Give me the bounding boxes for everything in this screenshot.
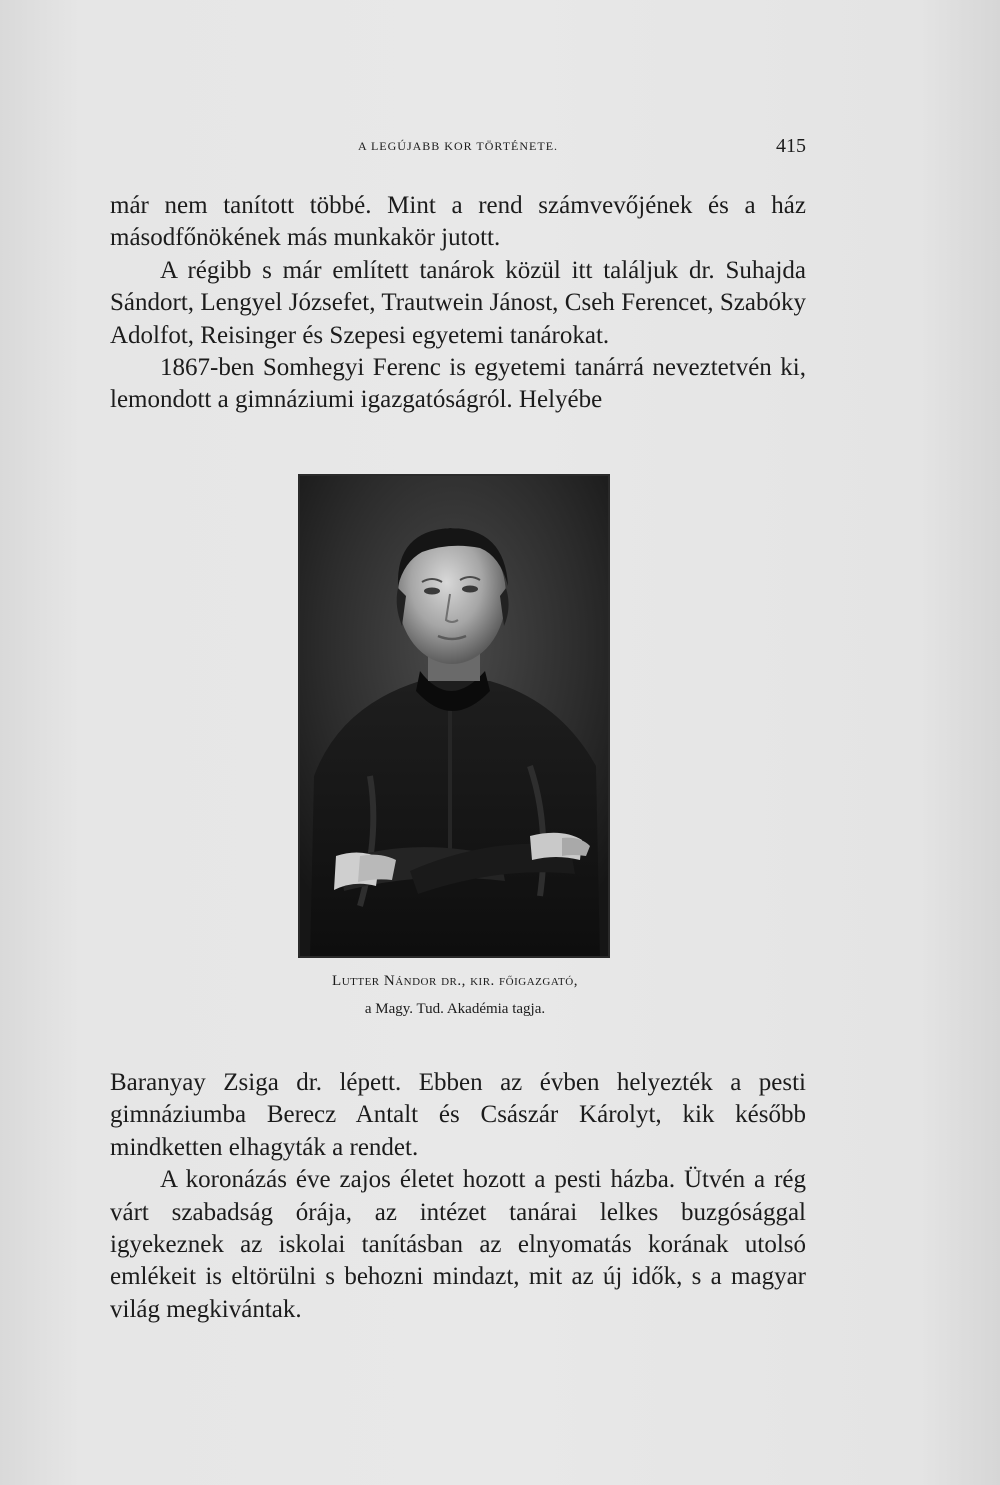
paragraph: A régibb s már említett tanárok közül itt találjuk dr. Suhajda Sándort, Lengyel Józsefet, Trautwein Jánost, Cseh Ferencet, Szabóky Adolfot, Reisinger és Szepesi egyetemi tanárokat. (110, 256, 806, 349)
paragraph: A koronázás éve zajos életet hozott a pesti házba. Ütvén a rég várt szabadság órája, az intézet tanárai lelkes buzgósággal igyekeznek az iskolai tanításban az elnyomatás korának utolsó emlékeit is eltörülni s behozni mindazt, mit az új idők, s a magyar világ megkivántak. (110, 1166, 806, 1323)
running-title: A LEGÚJABB KOR TÖRTÉNETE. (357, 139, 559, 153)
portrait-photo (298, 474, 610, 958)
figure-caption-subline: a Magy. Tud. Akadémia tagja. (364, 1001, 546, 1017)
portrait-illustration (300, 476, 608, 956)
paragraph: Baranyay Zsiga dr. lépett. Ebben az évben helyezték a pesti gimnáziumba Berecz Antalt és Császár Károlyt, kik később mindketten elhagyták a rendet. (110, 1069, 806, 1161)
paragraph: már nem tanított többé. Mint a rend számvevőjének és a ház másodfőnökének más munkakör jutott. (110, 192, 806, 252)
body-text-bottom (110, 1067, 806, 1326)
paragraph: 1867-ben Somhegyi Ferenc is egyetemi tanárrá neveztetvén ki, lemondott a gimnáziumi igazgatóságról. Helyébe (110, 354, 806, 414)
figure-caption: Lutter Nándor dr., kir. főigazgató, (332, 973, 578, 989)
page-number: 415 (776, 135, 806, 157)
body-text-top (110, 190, 806, 417)
running-header (110, 135, 806, 157)
